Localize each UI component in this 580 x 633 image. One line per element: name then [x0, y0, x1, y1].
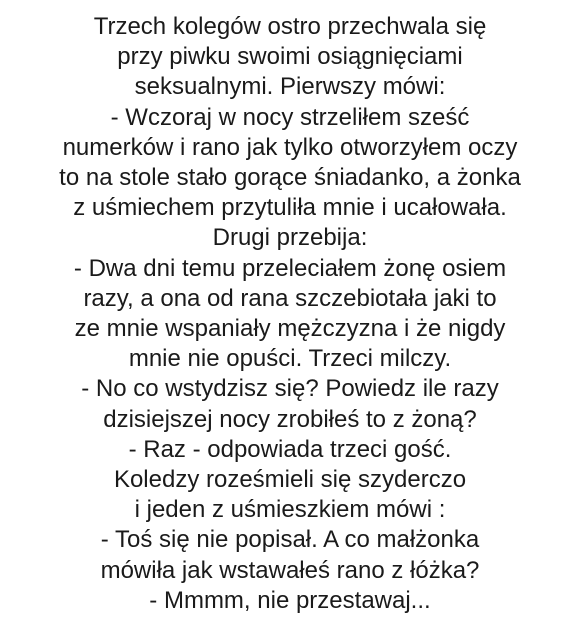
joke-line: - Wczoraj w nocy strzeliłem sześć: [110, 103, 470, 131]
joke-line: - Mmmm, nie przestawaj...: [149, 586, 431, 614]
joke-line: Trzech kolegów ostro przechwala się: [93, 13, 487, 40]
joke-line: przy piwku swoimi osiągnięciami: [117, 43, 463, 71]
joke-line: i jeden z uśmieszkiem mówi :: [134, 496, 446, 524]
joke-line: Drugi przebija:: [212, 224, 368, 252]
joke-line: - Raz - odpowiada trzeci gość.: [128, 435, 452, 463]
joke-line: to na stole stało gorące śniadanko, a żonka: [59, 164, 521, 192]
joke-text: [0, 12, 580, 616]
joke-line: - Toś się nie popisał. A co małżonka: [100, 526, 480, 554]
joke-line: z uśmiechem przytuliła mnie i ucałowała.: [73, 194, 507, 222]
joke-line: mnie nie opuści. Trzeci milczy.: [128, 345, 452, 373]
joke-line: Koledzy roześmieli się szyderczo: [113, 466, 467, 494]
joke-line: razy, a ona od rana szczebiotała jaki to: [83, 284, 497, 312]
joke-line: numerków i rano jak tylko otworzyłem oczy: [62, 133, 518, 161]
joke-line: dzisiejszej nocy zrobiłeś to z żoną?: [103, 405, 477, 433]
joke-line: - No co wstydzisz się? Powiedz ile razy: [81, 375, 499, 403]
joke-line: seksualnymi. Pierwszy mówi:: [134, 73, 446, 101]
joke-line: mówiła jak wstawałeś rano z łóżka?: [100, 556, 480, 584]
joke-line: - Dwa dni temu przeleciałem żonę osiem: [73, 254, 507, 282]
joke-line: ze mnie wspaniały mężczyzna i że nigdy: [74, 315, 506, 343]
